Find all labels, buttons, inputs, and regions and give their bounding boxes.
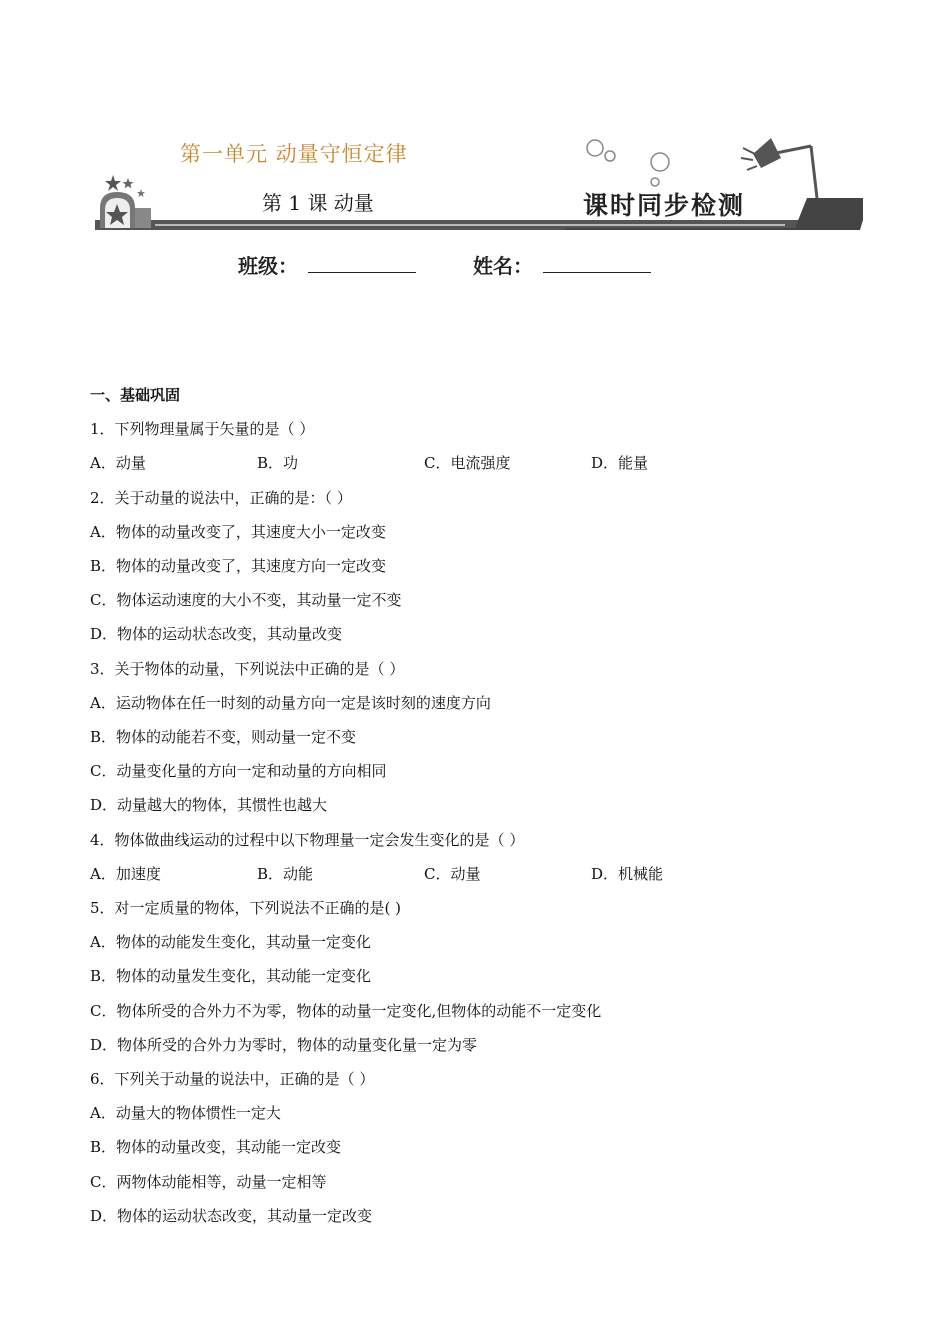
class-blank[interactable] xyxy=(308,254,416,273)
option-row xyxy=(90,446,890,480)
option-row xyxy=(90,857,890,891)
option[interactable]: B．物体的动量发生变化，其动能一定变化 xyxy=(90,967,372,986)
option[interactable]: A．物体的动能发生变化，其动量一定变化 xyxy=(90,933,371,952)
name-field xyxy=(473,250,651,279)
bubble-icon xyxy=(587,140,603,156)
class-label: 班级： xyxy=(238,254,298,278)
desk-lamp-icon xyxy=(741,138,817,198)
name-blank[interactable] xyxy=(543,254,651,273)
option[interactable]: D．物体所受的合外力为零时，物体的动量变化量一定为零 xyxy=(90,1035,478,1054)
question-stem: 2．关于动量的说法中，正确的是：（ ） xyxy=(90,488,352,507)
unit-title: 第一单元 动量守恒定律 xyxy=(180,142,408,166)
option[interactable]: D．机械能 xyxy=(591,864,664,883)
option[interactable]: A．动量 xyxy=(90,454,146,473)
option[interactable]: A．物体的动量改变了，其速度大小一定改变 xyxy=(90,522,386,541)
brand-title: 课时同步检测 xyxy=(583,191,746,220)
option[interactable]: A．加速度 xyxy=(90,864,161,883)
question-content xyxy=(90,378,890,1233)
banner-dotted-line xyxy=(155,224,785,226)
option[interactable]: B．功 xyxy=(257,454,299,473)
question-stem: 6．下列关于动量的说法中，正确的是（ ） xyxy=(90,1070,375,1089)
option[interactable]: D．能量 xyxy=(591,454,649,473)
section-title: 一、基础巩固 xyxy=(90,386,181,404)
option[interactable]: C．物体所受的合外力不为零，物体的动量一定变化,但物体的动能不一定变化 xyxy=(90,1001,602,1020)
question-stem: 4．物体做曲线运动的过程中以下物理量一定会发生变化的是（ ） xyxy=(90,830,525,849)
option[interactable]: D．动量越大的物体，其惯性也越大 xyxy=(90,796,328,815)
bubble-icon xyxy=(651,178,659,186)
lesson-title: 第 1 课 动量 xyxy=(262,191,374,215)
option[interactable]: D．物体的运动状态改变，其动量改变 xyxy=(90,625,343,644)
option[interactable]: C．动量变化量的方向一定和动量的方向相同 xyxy=(90,762,387,781)
question-stem: 5．对一定质量的物体，下列说法不正确的是( ) xyxy=(90,899,402,918)
option[interactable]: C．电流强度 xyxy=(424,454,511,473)
bubble-icon xyxy=(605,151,615,161)
option[interactable]: C．动量 xyxy=(424,864,481,883)
option[interactable]: C．物体运动速度的大小不变，其动量一定不变 xyxy=(90,591,402,610)
question-stem: 1．下列物理量属于矢量的是（ ） xyxy=(90,420,315,439)
option[interactable]: A．动量大的物体惯性一定大 xyxy=(90,1104,281,1123)
bubble-icon xyxy=(651,153,669,171)
option[interactable]: B．动能 xyxy=(257,864,314,883)
option[interactable]: C．两物体动能相等，动量一定相等 xyxy=(90,1172,327,1191)
option[interactable]: D．物体的运动状态改变，其动量一定改变 xyxy=(90,1206,373,1225)
option[interactable]: B．物体的动量改变了，其速度方向一定改变 xyxy=(90,557,387,576)
option[interactable]: B．物体的动能若不变，则动量一定不变 xyxy=(90,728,357,747)
name-label: 姓名： xyxy=(472,254,533,278)
option[interactable]: B．物体的动量改变，其动能一定改变 xyxy=(90,1138,342,1157)
question-stem: 3．关于物体的动量，下列说法中正确的是（ ） xyxy=(90,659,405,678)
student-info xyxy=(238,250,701,279)
class-field xyxy=(238,250,416,279)
option[interactable]: A．运动物体在任一时刻的动量方向一定是该时刻的速度方向 xyxy=(90,693,491,712)
medal-icon xyxy=(100,192,151,228)
